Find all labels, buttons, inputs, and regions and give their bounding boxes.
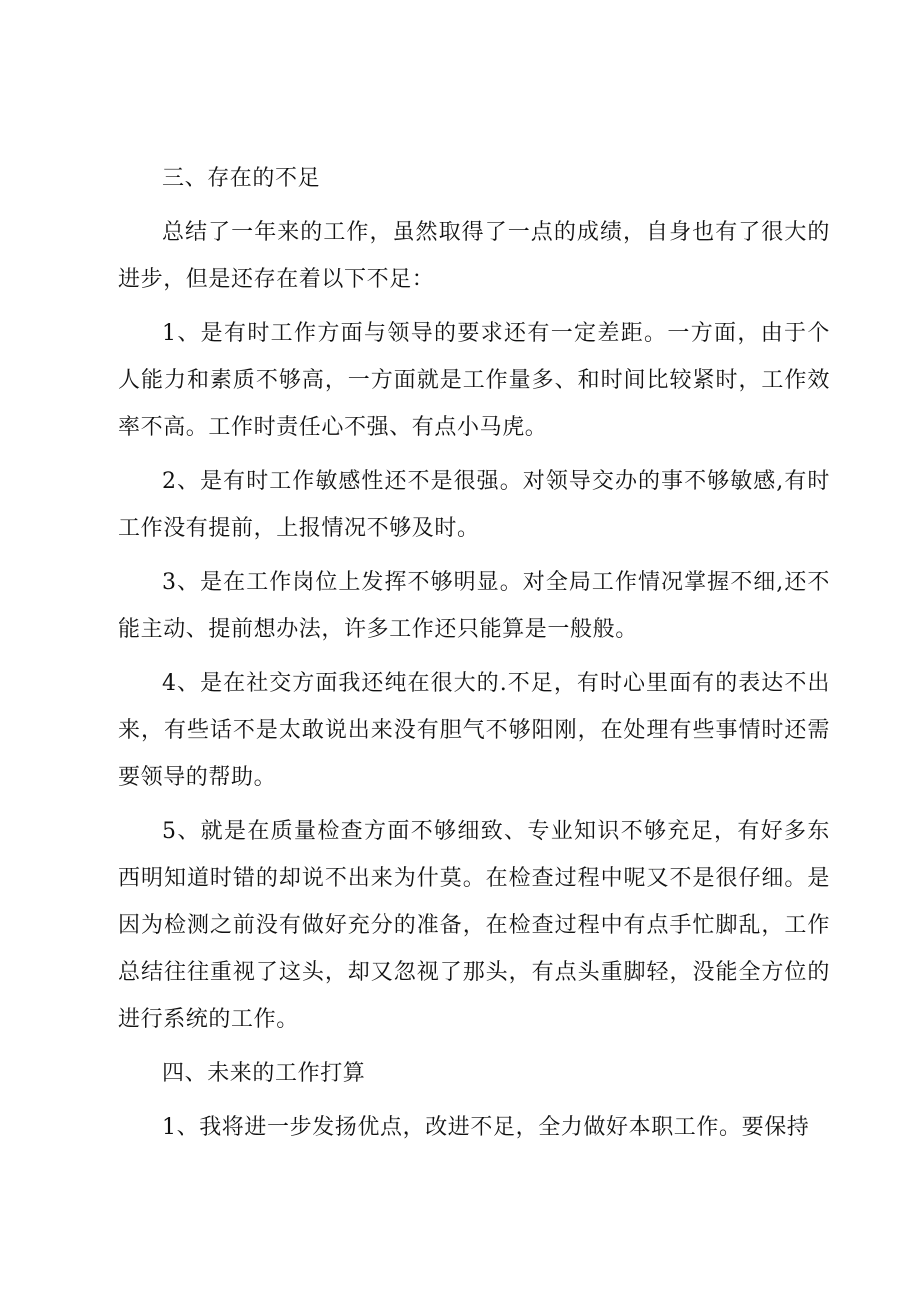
shortcoming-item-3: 3、是在工作岗位上发挥不够明显。对全局工作情况掌握不细,还不能主动、提前想办法，许多工作还只能算是一般般。 xyxy=(118,570,830,642)
intro-paragraph: 总结了一年来的工作，虽然取得了一点的成绩，自身也有了很大的进步，但是还存在着以下不足： xyxy=(118,220,830,292)
document-page xyxy=(118,155,830,1158)
future-plan-item-1: 1、我将进一步发扬优点，改进不足，全力做好本职工作。要保持 xyxy=(162,1115,810,1140)
shortcoming-item-2: 2、是有时工作敏感性还不是很强。对领导交办的事不够敏感,有时工作没有提前，上报情况不够及时。 xyxy=(118,469,830,541)
shortcoming-item-4: 4、是在社交方面我还纯在很大的.不足，有时心里面有的表达不出来，有些话不是太敢说出来没有胆气不够阳刚，在处理有些事情时还需要领导的帮助。 xyxy=(118,671,830,790)
section-heading-shortcomings: 三、存在的不足 xyxy=(162,166,321,191)
shortcoming-item-1: 1、是有时工作方面与领导的要求还有一定差距。一方面，由于个人能力和素质不够高，一方面就是工作量多、和时间比较紧时，工作效率不高。工作时责任心不强、有点小马虎。 xyxy=(118,321,830,440)
shortcoming-item-5: 5、就是在质量检查方面不够细致、专业知识不够充足，有好多东西明知道时错的却说不出来为什莫。在检查过程中呢又不是很仔细。是因为检测之前没有做好充分的准备，在检查过程中有点手忙脚乱，工作总结往往重视了这头，却又忽视了那头，有点头重脚轻，没能全方位的进行系统的工作。 xyxy=(118,819,830,1032)
section-heading-future-plans: 四、未来的工作打算 xyxy=(162,1061,366,1086)
